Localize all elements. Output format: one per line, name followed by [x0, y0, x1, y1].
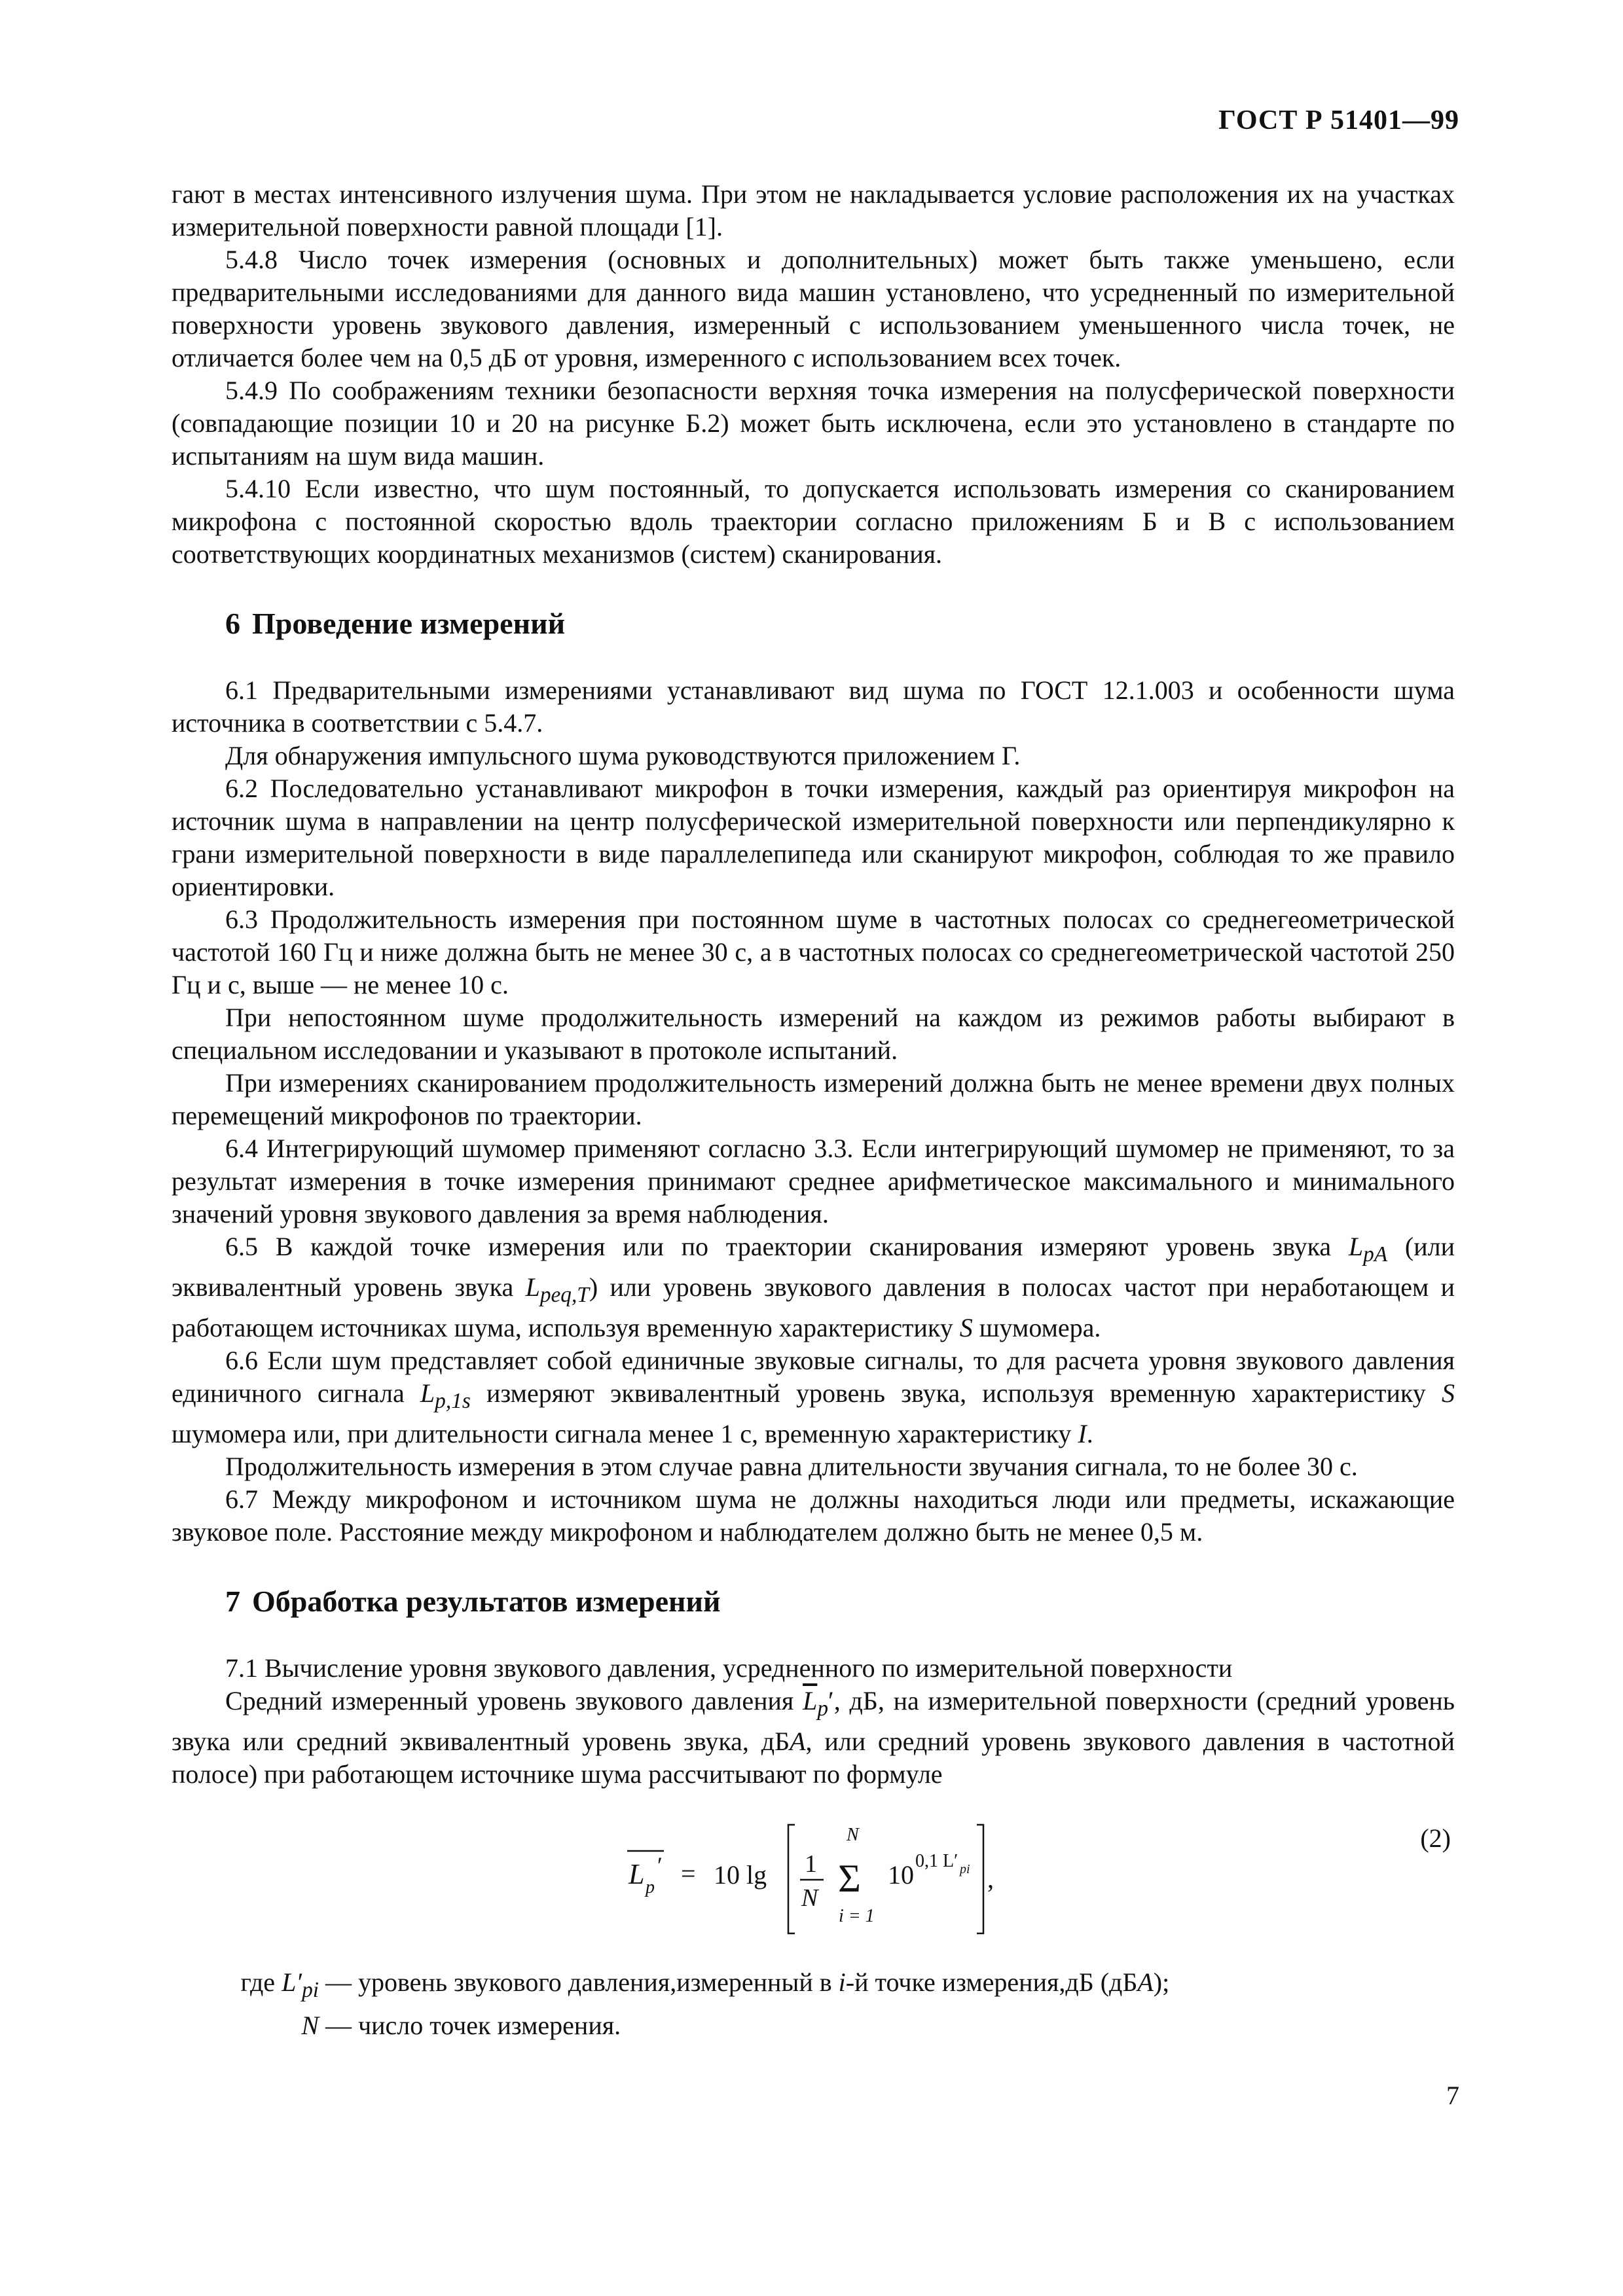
lhs-sub-p: p — [646, 1877, 655, 1897]
text-run: уровень звукового давления,измеренный в — [358, 1967, 839, 1997]
formula-2 — [172, 1810, 1455, 1941]
legend-dash: — — [325, 2011, 352, 2040]
symbol-L-mean: $\overline{L}$ — [803, 1686, 818, 1715]
paragraph-6-1: 6.1 Предварительными измерениями устанавливают вид шума по ГОСТ 12.1.003 и особенности шума источника в соответствии с 5.4.7. — [172, 675, 1455, 738]
symbol-L: L — [525, 1272, 540, 1302]
symbol-L: L — [1348, 1232, 1364, 1261]
paragraph-6-6-duration: Продолжительность измерения в этом случае равна длительности звучания сигнала, то не более 30 с. — [225, 1452, 1358, 1481]
symbol-S: S — [959, 1313, 973, 1342]
text-run: , или средний уровень звукового давления в частотной полосе) при работающем источнике шума рассчитывают по формуле — [172, 1727, 1455, 1789]
fraction-numerator: 1 — [805, 1850, 817, 1878]
paragraph-6-3-scanning: При измерениях сканированием продолжительность измерений должна быть не менее времени двух полных перемещений микрофонов по траектории. — [172, 1068, 1455, 1130]
power-base: 10 — [888, 1860, 914, 1890]
document-code-header: ГОСТ Р 51401—99 — [1218, 105, 1459, 135]
text-run: . — [1086, 1419, 1093, 1448]
text-run: , дБ, на измерительной поверхности (средний уровень звука или средний эквивалентный уровень звука, дБ — [172, 1686, 1455, 1756]
text-run: Средний измеренный уровень звукового давления — [225, 1686, 803, 1715]
paragraph-6-7: 6.7 Между микрофоном и источником шума не должны находиться люди или предметы, искажающие звуковое поле. Расстояние между микрофоном и наблюдателем должно быть не менее 0,5 м. — [172, 1484, 1455, 1547]
equation-number: (2) — [1420, 1823, 1451, 1853]
power-exponent-sub: pi — [960, 1862, 970, 1876]
legend-symbol — [172, 2008, 319, 2043]
sum-symbol: Σ — [838, 1857, 861, 1900]
text-run: ); — [1153, 1967, 1170, 1997]
symbol-sub-p1s: p,1s — [435, 1389, 471, 1413]
paragraph-6-3: 6.3 Продолжительность измерения при постоянном шуме в частотных полосах со среднегеометрической частотой 160 Гц и ниже должна быть не менее 30 с, а в частотных полосах со среднегеометрической частотой 250 Гц и с, выше — не менее 10 с. — [172, 905, 1455, 999]
fraction-denominator: N — [801, 1884, 818, 1912]
symbol-sub-p: p — [817, 1696, 828, 1721]
text-run: -й точке измерения,дБ (дБ — [845, 1967, 1138, 1997]
legend-row-N — [172, 2008, 1455, 2043]
text-run: шумомера. — [972, 1313, 1101, 1342]
symbol-I: I — [1078, 1419, 1087, 1448]
text-run: (или эквивалентный уровень звука — [172, 1232, 1455, 1302]
paragraph-6-2: 6.2 Последовательно устанавливают микрофон в точки измерения, каждый раз ориентируя микрофон на источник шума в направлении на центр полусферической измерительной поверхности или перпендикулярно к грани измерительной поверхности в виде параллелепипеда или сканируют микрофон, соблюдая то же правило ориентировки. — [172, 774, 1455, 901]
paragraph-6-6 — [172, 1344, 1455, 1450]
paragraph-6-3-unsteady: При непостоянном шуме продолжительность измерений на каждом из режимов работы выбирают в специальном исследовании и указывают в протоколе испытаний. — [172, 1003, 1455, 1065]
legend-symbol-L: L′ — [282, 1967, 302, 1997]
paragraph-continued: гают в местах интенсивного излучения шума. При этом не накладывается условие расположения их на участках измерительной поверхности равной площади [1]. — [172, 179, 1455, 242]
unit-A: A — [1137, 1967, 1154, 1997]
section-7-heading — [225, 1585, 1455, 1618]
page-number: 7 — [1446, 2081, 1459, 2110]
text-run: ) или уровень звукового давления в полосах частот при неработающем и работающем источниках шума, используя временную характеристику — [172, 1272, 1455, 1342]
legend-description: число точек измерения. — [358, 2011, 621, 2040]
section-6-heading — [225, 607, 1455, 640]
paragraph-5-4-10: 5.4.10 Если известно, что шум постоянный, то допускается использовать измерения со сканированием микрофона с постоянной скоростью вдоль траектории согласно приложениям Б и В с использованием соответствующих координатных механизмов (систем) сканирования. — [172, 474, 1455, 569]
formula-legend — [172, 1965, 1455, 2043]
sum-upper-limit: N — [847, 1825, 859, 1845]
formula-2-graphic — [623, 1810, 1147, 1941]
legend-symbol-sub: pi — [302, 1978, 319, 2002]
paragraph-7-1: 7.1 Вычисление уровня звукового давления, усредненного по измерительной поверхности — [225, 1653, 1233, 1683]
coefficient-10lg: 10 lg — [714, 1860, 767, 1890]
paragraph-7-1-formula-intro — [172, 1685, 1455, 1791]
paragraph-6-4: 6.4 Интегрирующий шумомер применяют согласно 3.3. Если интегрирующий шумомер не применяют, то за результат измерения в точке измерения принимают среднее арифметическое максимального и минимального значений уровня звукового давления за время наблюдения. — [172, 1134, 1455, 1229]
lhs-prime: ′ — [657, 1852, 663, 1878]
paragraph-5-4-9: 5.4.9 По соображениям техники безопасности верхняя точка измерения на полусферической поверхности (совпадающие позиции 10 и 20 на рисунке Б.2) может быть исключена, если это установлено в стандарте по испытаниям на шум вида машин. — [172, 376, 1455, 471]
symbol-prime: ′ — [828, 1686, 834, 1715]
document-body — [172, 178, 1455, 2043]
section-6-title: Проведение измерений — [252, 607, 566, 640]
paragraph-5-4-8: 5.4.8 Число точек измерения (основных и дополнительных) может быть также уменьшено, если предварительными исследованиями для данного вида машин установлено, что усредненный по измерительной поверхности уровень звукового давления, измеренный с использованием уменьшенного числа точек, не отличается более чем на 0,5 дБ от уровня, измеренного с использованием всех точек. — [172, 245, 1455, 372]
legend-row-Lpi — [172, 1965, 1455, 2008]
text-run: 6.5 В каждой точке измерения или по траектории сканирования измеряют уровень звука — [225, 1232, 1349, 1261]
power-exponent: 0,1 L′ — [915, 1851, 958, 1871]
section-7-number: 7 — [225, 1585, 240, 1618]
right-bracket — [977, 1825, 983, 1933]
sum-lower-limit: i = 1 — [839, 1906, 875, 1926]
lhs-L: L — [629, 1858, 645, 1890]
unit-A: A — [790, 1727, 806, 1756]
text-run: измеряют эквивалентный уровень звука, используя временную характеристику — [470, 1378, 1442, 1408]
symbol-sub-peqT: peq,T — [539, 1283, 589, 1307]
paragraph-6-1-note: Для обнаружения импульсного шума руководствуются приложением Г. — [225, 741, 1021, 770]
legend-dash: — — [325, 1967, 352, 1997]
symbol-L: L — [420, 1378, 435, 1408]
legend-symbol-N: N — [301, 2011, 319, 2040]
section-7-title: Обработка результатов измерений — [252, 1585, 721, 1618]
section-6-number: 6 — [225, 607, 240, 640]
symbol-S: S — [1442, 1378, 1455, 1408]
left-bracket — [788, 1825, 795, 1933]
legend-description — [358, 1965, 1455, 2000]
equals-sign: = — [681, 1859, 696, 1888]
text-run: 6.6 Если шум представляет собой единичные звуковые сигналы, то для расчета уровня звукового давления единичного сигнала — [172, 1346, 1455, 1408]
symbol-i: i — [838, 1967, 846, 1997]
legend-intro: где — [240, 1967, 276, 1997]
text-run: шумомера или, при длительности сигнала менее 1 с, временную характеристику — [172, 1419, 1078, 1448]
formula-comma: , — [987, 1864, 994, 1893]
paragraph-6-5 — [172, 1230, 1455, 1344]
legend-symbol — [172, 1965, 319, 2008]
symbol-sub-pA: pA — [1363, 1242, 1388, 1266]
